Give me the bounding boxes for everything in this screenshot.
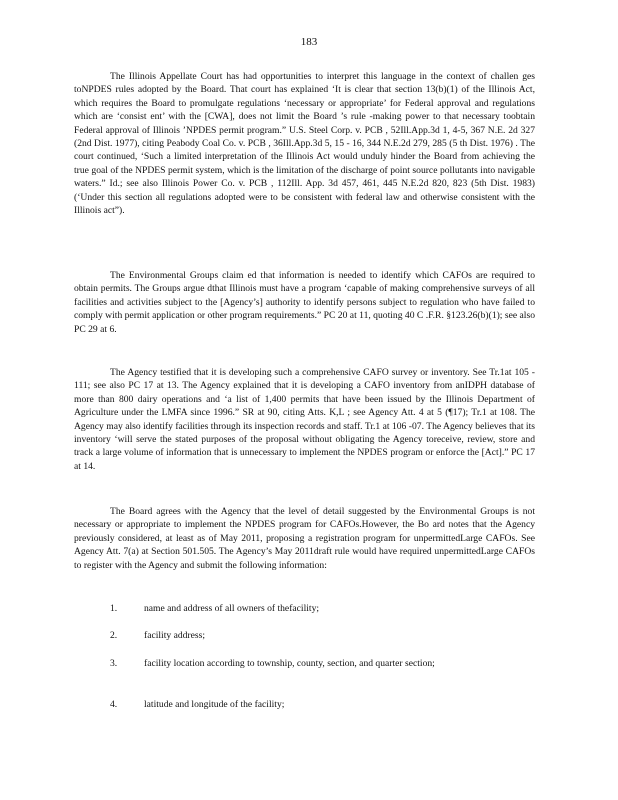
list-item-number: 3. <box>110 658 118 669</box>
list-item-number: 4. <box>110 699 118 710</box>
paragraph-environmental-groups: The Environmental Groups claim ed that information is needed to identify which CAFOs are required to obtain permits. The Groups argue dthat Illinois must have a program ‘capable of making comprehensive surveys of all facilities and activities subject to the [Agency’s] authority to identify persons subject to regulation who have failed to comply with permit application or other program requirements.” PC 20 at 11, quoting 40 C .F.R. §123.26(b)(1); see also PC 29 at 6. <box>74 270 535 335</box>
list-item-number: 1. <box>110 603 118 614</box>
list-item-text: facility address; <box>144 630 206 641</box>
page-number: 183 <box>300 36 318 48</box>
paragraph-appellate-court: The Illinois Appellate Court has had opportunities to interpret this language in the context of challen ges toNPDES rules adopted by the Board. That court has explained ‘It is clear that section 13(b)(1) of the Illinois Act, which requires the Board to promulgate regulations ‘necessary or appropriate’ for Federal approval and regulations which are ‘consist ent’ with the [CWA], does not limit the Board ’s rule -making power to that necessary toobtain Federal approval of Illinois ’NPDES permit program.” U.S. Steel Corp. v. PCB , 52Ill.App.3d 1, 4-5, 367 N.E. 2d 327 (2nd Dist. 1977), citing Peabody Coal Co. v. PCB , 36Ill.App.3d 5, 15 - 16, 344 N.E.2d 279, 285 (5 th Dist. 1976) . The court continued, ‘Such a limited interpretation of the Illinois Act would unduly hinder the Board from achieving the true goal of the NPDES permit system, which is the limitation of the discharge of point source pollutants into navigable waters.” Id.; see also Illinois Power Co. v. PCB , 112Ill. App. 3d 457, 461, 445 N.E.2d 820, 823 (5th Dist. 1983) (‘Under this section all regulations adopted were to be consistent with federal law and otherwise consistent with the Illinois act”). <box>74 71 535 217</box>
list-item-text: latitude and longitude of the facility; <box>144 699 285 710</box>
list-item-text: facility location according to township, county, section, and quarter section; <box>144 658 435 669</box>
list-item-number: 2. <box>110 630 118 641</box>
paragraph-board-agrees: The Board agrees with the Agency that the level of detail suggested by the Environmental Groups is not necessary or appropriate to implement the NPDES program for CAFOs.However, the Bo ard notes that the Agency previously considered, at least as of May 2011, proposing a registration program for unpermittedLarge CAFOs. See Agency Att. 7(a) at Section 501.505. The Agency’s May 2011draft rule would have required unpermittedLarge CAFOs to register with the Agency and submit the following information: <box>74 506 535 571</box>
paragraph-agency-testified: The Agency testified that it is developing such a comprehensive CAFO survey or inventory. See Tr.1at 105 - 111; see also PC 17 at 13. The Agency explained that it is developing a CAFO inventory from anIDPH database of more than 800 dairy operations and ‘a list of 1,400 permits that have been issued by the Illinois Department of Agriculture under the LMFA since 1996.” SR at 90, citing Atts. K,L ; see Agency Att. 4 at 5 (¶17); Tr.1 at 108. The Agency may also identify facilities through its inspection records and staff. Tr.1 at 106 -07. The Agency believes that its inventory ‘will serve the stated purposes of the proposal without obligating the Agency toreceive, review, store and track a large volume of information that is unnecessary to implement the NPDES program or enforce the [Act].” PC 17 at 14. <box>74 367 535 472</box>
list-item-text: name and address of all owners of thefacility; <box>144 603 320 614</box>
